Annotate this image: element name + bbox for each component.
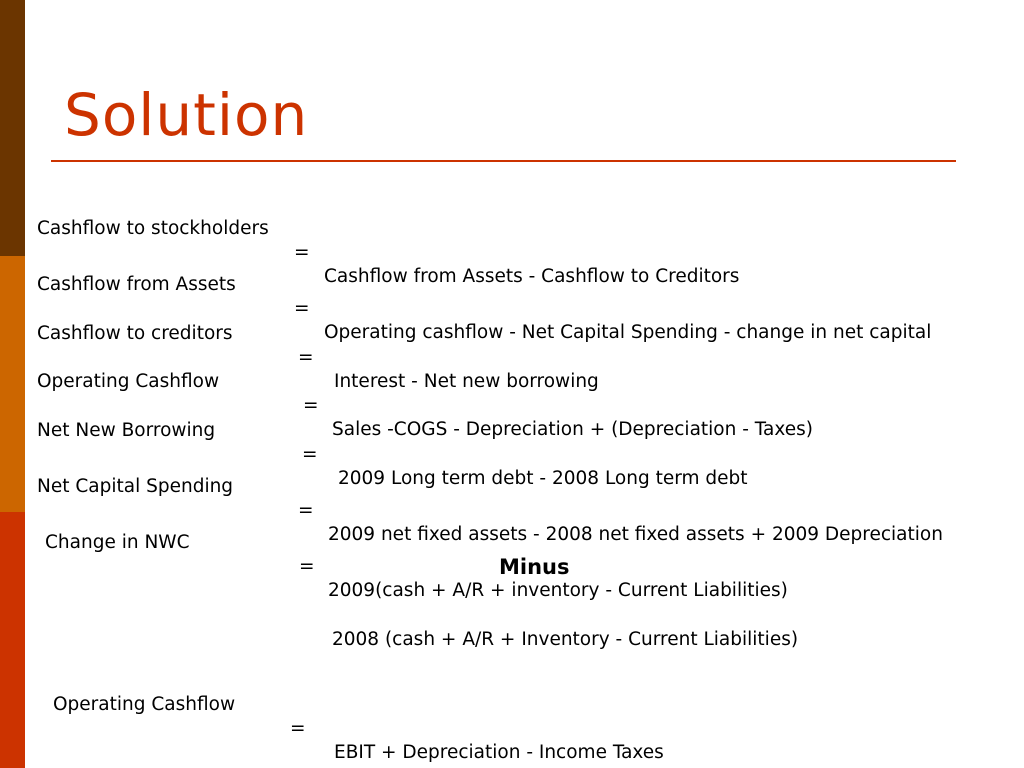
formula-expression: Sales -COGS - Depreciation + (Depreciation - Taxes) xyxy=(332,419,813,440)
formula-term: Cashflow to stockholders xyxy=(37,218,269,239)
formula-line-operating-cashflow-ebit xyxy=(0,669,664,768)
formula-term: Operating Cashflow xyxy=(37,371,220,392)
formula-term: Cashflow to creditors xyxy=(37,323,233,344)
formula-equals: = xyxy=(302,444,318,465)
formula-term: Net New Borrowing xyxy=(37,420,216,441)
formula-equals: = xyxy=(303,395,319,416)
formula-term: Net Capital Spending xyxy=(37,476,234,497)
slide-title: Solution xyxy=(64,81,309,149)
formula-equals: = xyxy=(294,242,310,263)
formula-expression: 2009 net fixed assets - 2008 net fixed assets + 2009 Depreciation xyxy=(328,524,943,545)
title-underline xyxy=(51,160,956,162)
formula-line-nwc-continuation xyxy=(0,604,799,676)
formula-expression: 2009 Long term debt - 2008 Long term debt xyxy=(338,468,748,489)
formula-equals: = xyxy=(290,718,306,739)
formula-equals: = xyxy=(294,298,310,319)
formula-expression: Interest - Net new borrowing xyxy=(334,371,599,392)
formula-expression: 2009(cash + A/R + inventory - Current Liabilities) xyxy=(328,580,788,601)
formula-expression: EBIT + Depreciation - Income Taxes xyxy=(334,742,664,763)
formula-equals: = xyxy=(298,347,314,368)
formula-expression: Cashflow from Assets - Cashflow to Creditors xyxy=(324,266,740,287)
formula-equals: = xyxy=(298,500,314,521)
formula-term: Cashflow from Assets xyxy=(37,274,236,295)
formula-term: Change in NWC xyxy=(45,532,190,553)
formula-expression: 2008 (cash + A/R + Inventory - Current Liabilities) xyxy=(332,629,799,650)
minus-label: Minus xyxy=(499,555,570,579)
formula-term: Operating Cashflow xyxy=(53,694,236,715)
formula-expression: Operating cashflow - Net Capital Spending - change in net capital xyxy=(324,322,932,343)
formula-equals: = xyxy=(299,556,315,577)
